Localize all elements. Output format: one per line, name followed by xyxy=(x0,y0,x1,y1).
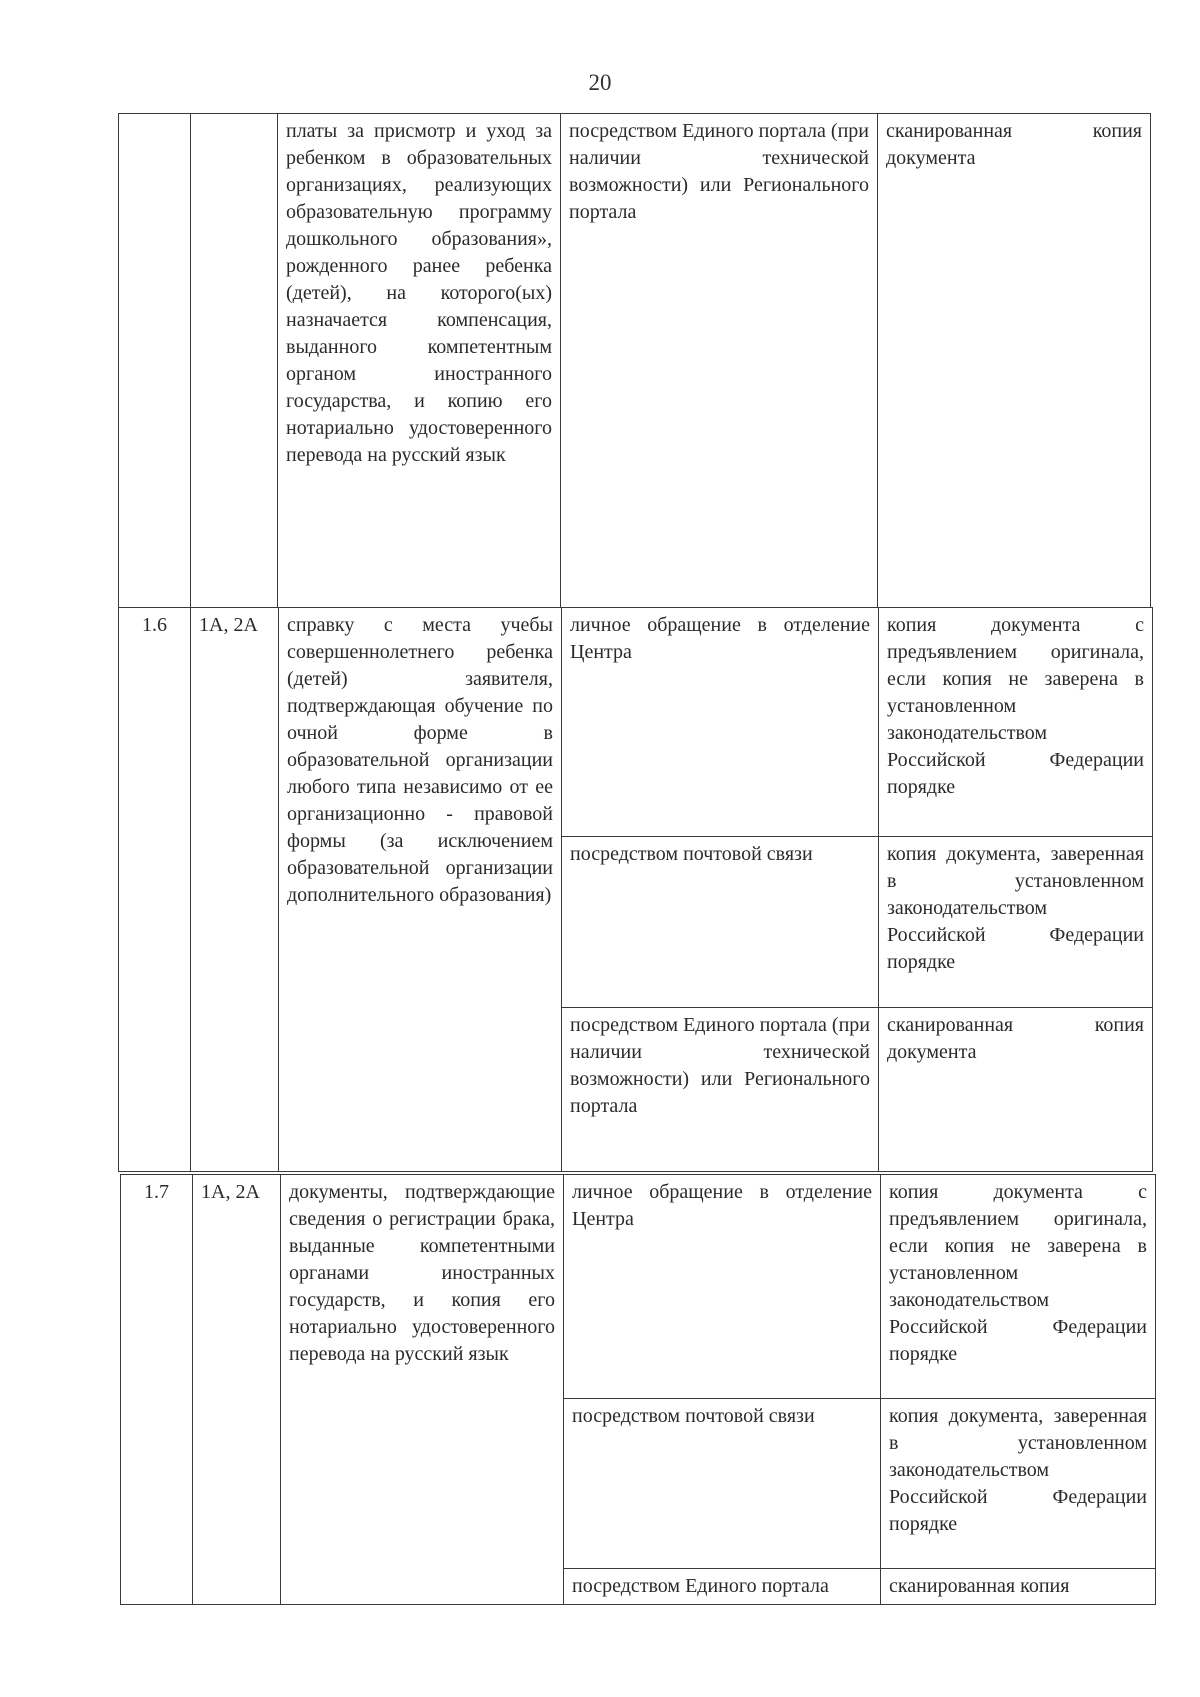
cell-form: копия документа с предъявлением оригинала, если копия не заверена в установленном законодательством Российской Федерации порядке xyxy=(881,1175,1156,1399)
table-row-1-7 xyxy=(120,1174,1156,1605)
page-number: 20 xyxy=(588,70,612,95)
table-row xyxy=(119,608,1153,837)
cell-form: сканированная копия документа xyxy=(879,1008,1153,1172)
cell-num: 1.7 xyxy=(121,1175,193,1605)
cell-category: 1А, 2А xyxy=(191,608,279,1172)
cell-method: посредством Единого портала (при наличии технической возможности) или Регионального портала xyxy=(562,1008,879,1172)
cell-method: посредством почтовой связи xyxy=(562,837,879,1008)
cell-description: справку с места учебы совершеннолетнего ребенка (детей) заявителя, подтверждающая обучение по очной форме в образовательной организации любого типа независимо от ее организационно - правовой формы (за исключением образовательной организации дополнительного образования) xyxy=(279,608,562,1172)
cell-form: сканированная копия документа xyxy=(878,114,1151,608)
cell-description: платы за присмотр и уход за ребенком в образовательных организациях, реализующих образовательную программу дошкольного образования», рожденного ранее ребенка (детей), на которого(ых) назначается компенсация, выданного компетентным органом иностранного государства, и копию его нотариально удостоверенного перевода на русский язык xyxy=(278,114,561,608)
table-continuation xyxy=(118,113,1151,608)
cell-method: личное обращение в отделение Центра xyxy=(564,1175,881,1399)
cell-num: 1.6 xyxy=(119,608,191,1172)
cell-method: посредством почтовой связи xyxy=(564,1399,881,1569)
cell-form: копия документа, заверенная в установленном законодательством Российской Федерации порядке xyxy=(881,1399,1156,1569)
cell-category xyxy=(191,114,278,608)
cell-category: 1А, 2А xyxy=(193,1175,281,1605)
cell-num xyxy=(119,114,191,608)
cell-form: копия документа с предъявлением оригинала, если копия не заверена в установленном законодательством Российской Федерации порядке xyxy=(879,608,1153,837)
table-row-1-6 xyxy=(118,607,1153,1172)
cell-form: копия документа, заверенная в установленном законодательством Российской Федерации порядке xyxy=(879,837,1153,1008)
cell-method: посредством Единого портала (при наличии технической возможности) или Регионального портала xyxy=(561,114,878,608)
cell-description: документы, подтверждающие сведения о регистрации брака, выданные компетентными органами иностранных государств, и копия его нотариально удостоверенного перевода на русский язык xyxy=(281,1175,564,1605)
cell-form: сканированная копия xyxy=(881,1569,1156,1605)
table-row xyxy=(119,114,1151,608)
cell-method: посредством Единого портала xyxy=(564,1569,881,1605)
cell-method: личное обращение в отделение Центра xyxy=(562,608,879,837)
table-row xyxy=(121,1175,1156,1399)
